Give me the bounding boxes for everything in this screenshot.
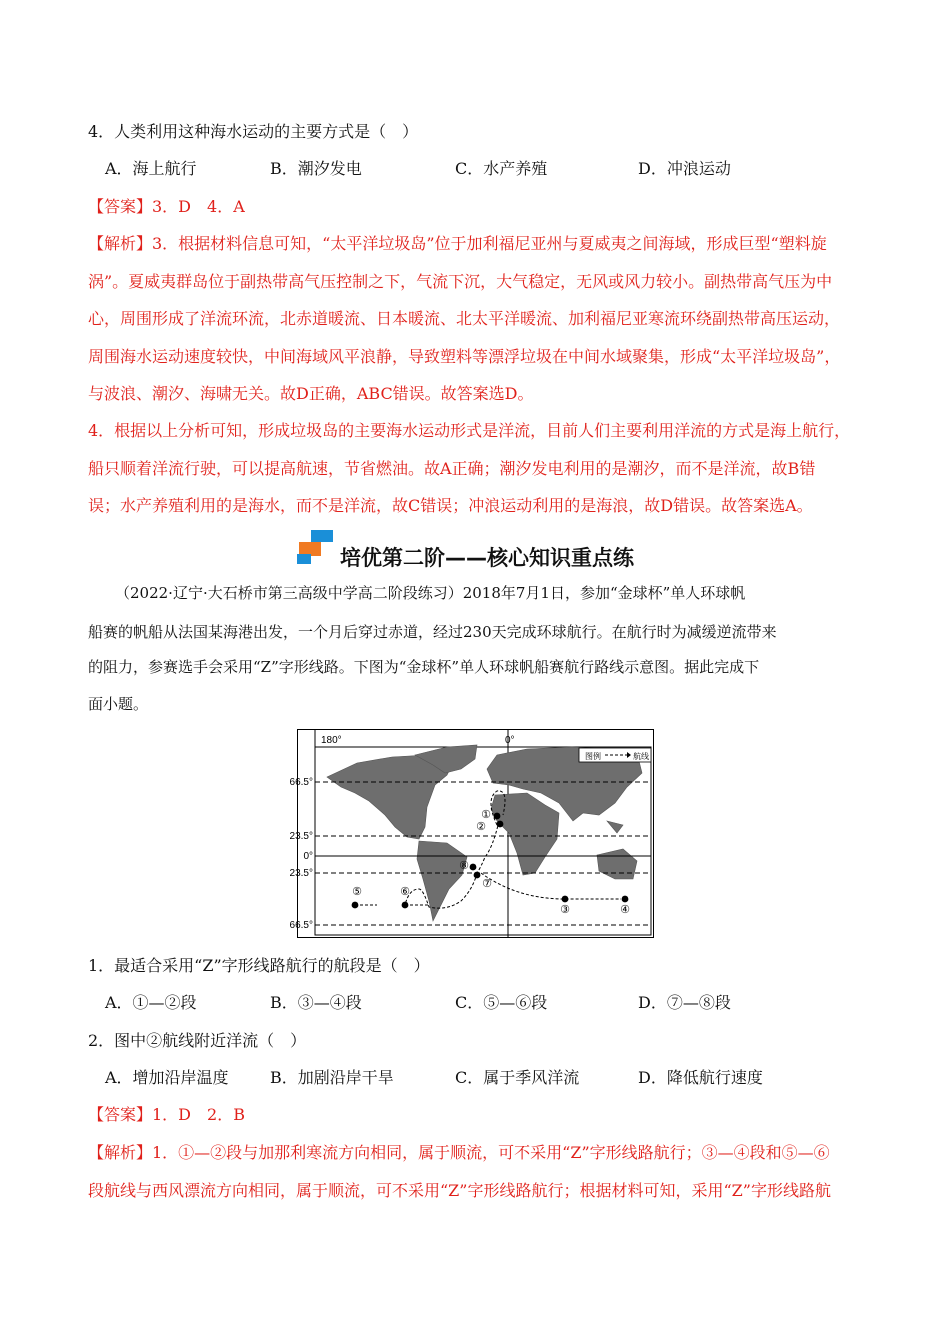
- sailing-route-map: [289, 729, 654, 938]
- lon-label-0: 0°: [505, 735, 515, 746]
- analysis1-line-2: 涡”。夏威夷群岛位于副热带高气压控制之下，气流下沉，大气稳定，无风或风力较小。副热带高气压为中: [88, 272, 833, 291]
- lon-label-180: 180°: [321, 735, 342, 746]
- lat-label-0: 0°: [303, 851, 313, 862]
- lat-label-66s: 66.5°: [289, 920, 313, 931]
- analysis1-line-8: 误；水产养殖利用的是海水，而不是洋流，故C错误；冲浪运动利用的是海浪，故D错误。故答案选A。: [88, 496, 813, 515]
- q1-option-c: C．⑤—⑥段: [455, 993, 548, 1012]
- lat-label-23n: 23.5°: [289, 831, 313, 842]
- q1-option-b: B．③—④段: [270, 993, 362, 1012]
- q1-stem: 1．最适合采用“Z”字形线路航行的航段是（ ）: [88, 956, 430, 975]
- point-2: ②: [476, 821, 486, 833]
- q4-option-c: C．水产养殖: [455, 159, 548, 178]
- analysis1-line-5: 与波浪、潮汐、海啸无关。故D正确，ABC错误。故答案选D。: [88, 384, 534, 403]
- q2-option-a: A．增加沿岸温度: [105, 1068, 229, 1087]
- analysis1-line-4: 周围海水运动速度较快，中间海域风平浪静，导致塑料等漂浮垃圾在中间水域聚集，形成“太平洋垃圾岛”，: [88, 347, 841, 366]
- lat-label-23s: 23.5°: [289, 868, 313, 879]
- answer-line-2: 【答案】1．D 2．B: [88, 1105, 245, 1124]
- q2-option-b: B．加剧沿岸干旱: [270, 1068, 394, 1087]
- q4-option-a: A．海上航行: [105, 159, 197, 178]
- q2-option-c: C．属于季风洋流: [455, 1068, 580, 1087]
- analysis1-line-3: 心，周围形成了洋流环流，北赤道暖流、日本暖流、北太平洋暖流、加利福尼亚寒流环绕副热带高压运动，: [88, 309, 841, 328]
- legend-label: 图例: [585, 752, 601, 761]
- point-6: ⑥: [400, 886, 410, 898]
- lat-label-66n: 66.5°: [289, 777, 313, 788]
- point-7: ⑦: [482, 878, 492, 890]
- point-4: ④: [620, 904, 630, 916]
- analysis2-line-1: 【解析】1．①—②段与加那利寒流方向相同，属于顺流，可不采用“Z”字形线路航行；③—④段和⑤—⑥: [88, 1143, 830, 1162]
- material-line-4: 面小题。: [88, 695, 149, 713]
- analysis1-line-1: 【解析】3．根据材料信息可知，“太平洋垃圾岛”位于加利福尼亚州与夏威夷之间海域，形成巨型“塑料旋: [88, 234, 827, 253]
- material-line-3: 的阻力，参赛选手会采用“Z”字形线路。下图为“金球杯”单人环球帆船赛航行路线示意图。据此完成下: [88, 658, 760, 676]
- legend-route-label: 航线: [633, 752, 649, 761]
- material-line-1: （2022·辽宁·大石桥市第三高级中学高二阶段练习）2018年7月1日，参加“金球杯”单人环球帆: [115, 584, 746, 602]
- material-line-2: 船赛的帆船从法国某海港出发，一个月后穿过赤道，经过230天完成环球航行。在航行时为减缓逆流带来: [88, 623, 777, 641]
- analysis2-line-2: 段航线与西风漂流方向相同，属于顺流，可不采用“Z”字形线路航行；根据材料可知，采用“Z”字形线路航: [88, 1181, 831, 1200]
- q2-option-d: D．降低航行速度: [638, 1068, 763, 1087]
- point-5: ⑤: [352, 886, 362, 898]
- q4-stem: 4．人类利用这种海水运动的主要方式是（ ）: [88, 122, 419, 141]
- answer-line-1: 【答案】3．D 4．A: [88, 197, 245, 216]
- analysis1-line-6: 4．根据以上分析可知，形成垃圾岛的主要海水运动形式是洋流，目前人们主要利用洋流的方式是海上航行，: [88, 421, 851, 440]
- section-logo-icon: [297, 530, 337, 566]
- point-3: ③: [560, 904, 570, 916]
- section-title: 培优第二阶——核心知识重点练: [340, 546, 634, 570]
- q4-option-d: D．冲浪运动: [638, 159, 731, 178]
- analysis1-line-7: 船只顺着洋流行驶，可以提高航速，节省燃油。故A正确；潮汐发电利用的是潮汐，而不是洋流，故B错: [88, 459, 816, 478]
- point-1: ①: [481, 809, 491, 821]
- q2-stem: 2．图中②航线附近洋流（ ）: [88, 1031, 307, 1050]
- q1-option-d: D．⑦—⑧段: [638, 993, 731, 1012]
- q1-option-a: A．①—②段: [105, 993, 197, 1012]
- point-8: ⑧: [459, 860, 469, 872]
- q4-option-b: B．潮汐发电: [270, 159, 362, 178]
